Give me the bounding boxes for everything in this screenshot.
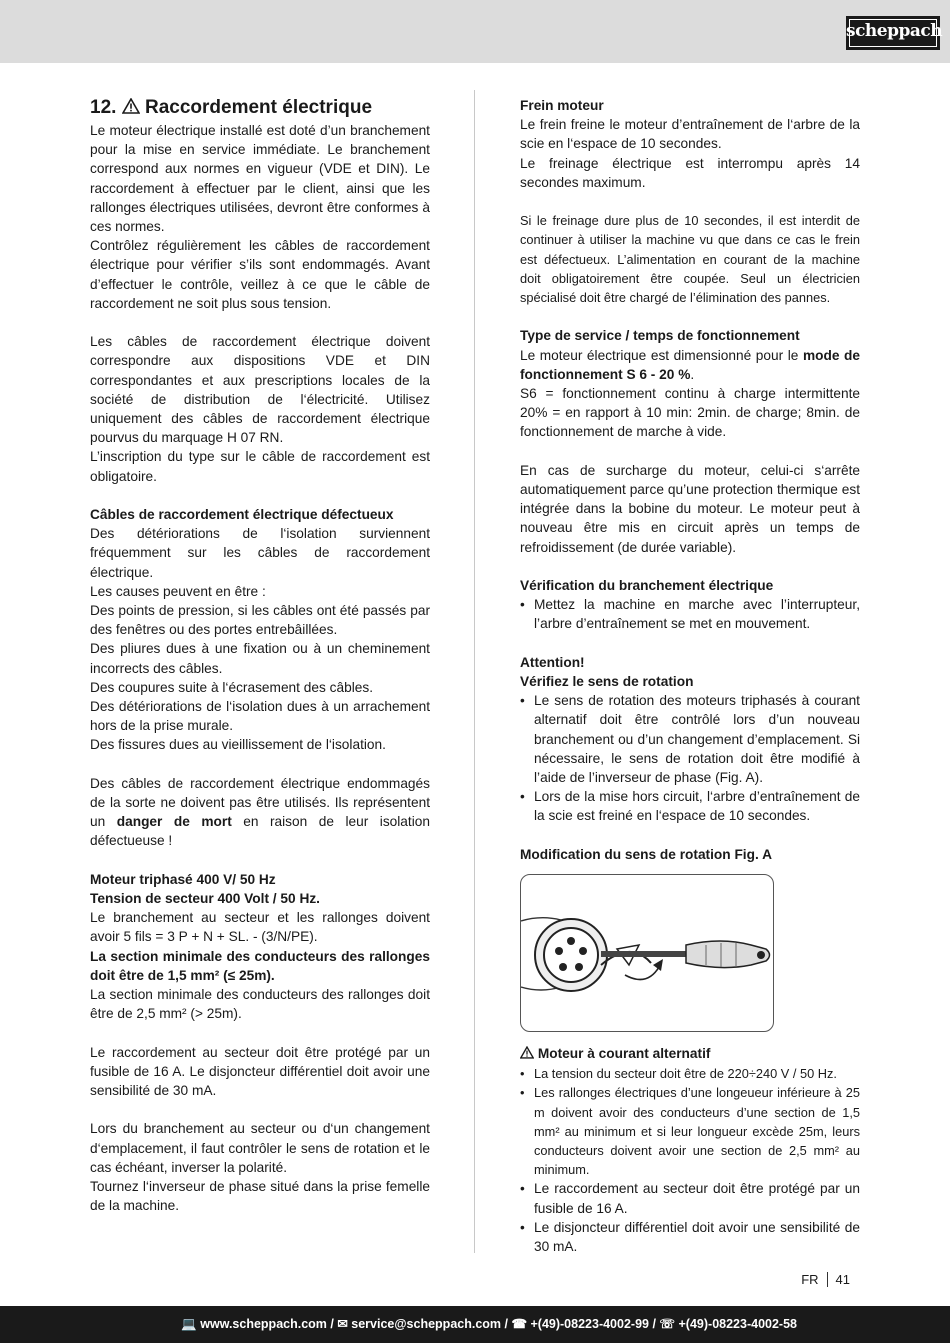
list-item: • Le disjoncteur différentiel doit avoir une sensibilité de 30 mA. (520, 1219, 860, 1255)
subheading: Tension de secteur 400 Volt / 50 Hz. (90, 891, 320, 907)
paragraph: Le branchement au secteur et les rallonges doivent avoir 5 fils = 3 P + N + SL. - (3/N/PE). (90, 910, 430, 945)
column-divider (474, 90, 475, 1253)
figure-a-plug-screwdriver (520, 874, 774, 1032)
computer-icon: 💻 (181, 1317, 197, 1331)
subheading: Moteur à courant alternatif (520, 1044, 860, 1064)
paragraph: En cas de surcharge du moteur, celui-ci s‘arrête automatiquement parce qu’une protection thermique est intégrée dans la bobine du moteur. Le moteur peut à nouveau être mis en circuit après un temps de refroidissement (de durée variable). (520, 462, 860, 555)
scheppach-logo (846, 16, 943, 50)
paragraph: Le freinage électrique est interrompu après 14 secondes maximum. (520, 155, 860, 190)
cause-item: Des coupures suite à l‘écrasement des câbles. (90, 679, 374, 695)
footer-band (0, 1306, 950, 1343)
subheading: Type de service / temps de fonctionnement (520, 328, 800, 344)
paragraph: Des détériorations de l‘isolation surviennent fréquemment sur les câbles de raccordement électrique. (90, 526, 430, 580)
cause-item: Des pliures dues à une fixation ou à un cheminement incorrects des câbles. (90, 641, 430, 676)
danger-text: danger de mort (116, 814, 232, 830)
section-number: 12. (90, 97, 117, 118)
page-number-value: 41 (835, 1272, 850, 1287)
subheading: Modification du sens de rotation Fig. A (520, 846, 772, 862)
list-item: • La tension du secteur doit être de 220÷240 V / 50 Hz. (520, 1066, 837, 1082)
paragraph: Lors du branchement au secteur ou d‘un changement d‘emplacement, il faut contrôler le sens de rotation et le cas échéant, inverser la polarité. (90, 1121, 430, 1175)
footer-text: www.scheppach.com / ✉ service@scheppach.com / ☎ +(49)-08223-4002-99 / ☏ +(49)-08223-4002-58 (200, 1317, 797, 1331)
logo-text: scheppach (846, 21, 943, 41)
cause-item: Des fissures dues au vieillissement de l‘isolation. (90, 737, 386, 753)
mode-text: mode de fonctionnement S 6 - 20 % (520, 347, 860, 382)
subheading: Frein moteur (520, 98, 604, 113)
paragraph: S6 = fonctionnement continu à charge intermittente 20% = en rapport à 10 min: 2min. de charge; 8min. de fonctionnement de marche à vide. (520, 386, 860, 440)
list-item: • Les rallonges électriques d’une longeueur inférieure à 25 m doivent avoir des conducteurs d’une section de 1,5 mm² au minimum et si leur longueur excède 25m, leurs conducteurs doivent avoir une section de 2,5 mm² au minimum. (520, 1085, 860, 1178)
section-title (90, 96, 430, 121)
paragraph: L’inscription du type sur le câble de raccordement est obligatoire. (90, 449, 430, 484)
paragraph: Si le freinage dure plus de 10 secondes, il est interdit de continuer à utiliser la machine vu que dans ce cas le frein est défectueux. L’alimentation en courant de la machine doit obligatoirement être coupée. Seul un électricien spécialisé doit être chargé de l’élimination des pannes. (520, 213, 860, 306)
subheading: Câbles de raccordement électrique défectueux (90, 507, 394, 523)
subheading: Vérifiez le sens de rotation (520, 674, 694, 690)
list-item: • Lors de la mise hors circuit, l‘arbre d’entraînement de la scie est freiné en l‘espace de 10 secondes. (520, 789, 860, 824)
paragraph: La section minimale des conducteurs des rallonges doit être de 2,5 mm² (> 25m). (90, 987, 430, 1022)
list-item: • Le raccordement au secteur doit être protégé par un fusible de 16 A. (520, 1181, 860, 1216)
left-column (90, 96, 430, 1215)
list-item: • Mettez la machine en marche avec l’interrupteur, l’arbre d’entraînement se met en mouvement. (520, 597, 860, 632)
cause-item: Des détériorations de l‘isolation dues à un arrachement hors de la prise murale. (90, 699, 430, 734)
subheading: Vérification du branchement électrique (520, 578, 774, 594)
paragraph-bold: La section minimale des conducteurs des rallonges doit être de 1,5 mm² (≤ 25m). (90, 948, 430, 983)
language-code: FR (801, 1272, 827, 1287)
paragraph: Le moteur électrique installé est doté d’un branchement pour la mise en service immédiate. Le branchement correspond aux normes en vigueur (VDE et DIN). Le raccordement à effectuer par le client, ainsi que les rallonges électriques utilisées, devront être conformes à ces normes. (90, 123, 430, 235)
paragraph: Contrôlez régulièrement les câbles de raccordement électrique pour vérifier s’ils sont endommagés. Avant d’effectuer le contrôle, veillez à ce que le câble de raccordement ne soit plus sous tension. (90, 238, 430, 311)
footer-contact (181, 1316, 797, 1332)
header-band (0, 0, 950, 63)
subheading: Moteur triphasé 400 V/ 50 Hz (90, 871, 276, 887)
subheading: Attention! (520, 654, 585, 670)
paragraph: Des câbles de raccordement électrique endommagés de la sorte ne doivent pas être utilisés. Ils représentent un danger de mort en raison de leur isolation défectueuse ! (90, 775, 430, 849)
warning-icon (122, 97, 140, 121)
paragraph: Les câbles de raccordement électrique doivent correspondre aux dispositions VDE et DIN correspondantes et aux prescriptions locales de la société de distribution de l‘électricité. Utilisez uniquement des câbles de raccordement électrique pourvus du marquage H 07 RN. (90, 334, 430, 446)
paragraph: Les causes peuvent en être : (90, 583, 266, 599)
section-title-text: Raccordement électrique (144, 97, 373, 118)
paragraph: Le raccordement au secteur doit être protégé par un fusible de 16 A. Le disjoncteur différentiel doit avoir une sensibilité de 30 mA. (90, 1044, 430, 1099)
page-number (801, 1272, 850, 1287)
paragraph: Le moteur électrique est dimensionné pour le mode de fonctionnement S 6 - 20 %. (520, 347, 860, 382)
paragraph: Tournez l‘inverseur de phase situé dans la prise femelle de la machine. (90, 1179, 430, 1214)
warning-icon (520, 1045, 534, 1064)
right-column (520, 96, 860, 1256)
paragraph: Le frein freine le moteur d’entraînement de l‘arbre de la scie en l‘espace de 10 secondes. (520, 117, 860, 152)
cause-item: Des points de pression, si les câbles ont été passés par des fenêtres ou des portes entrebâillées. (90, 603, 430, 638)
list-item: • Le sens de rotation des moteurs triphasés à courant alternatif doit être contrôlé lors d’un nouveau branchement ou d’un changement d’emplacement. Si nécessaire, le sens de rotation doit être modifié à l’aide de l’inverseur de phase (Fig. A). (520, 693, 860, 786)
